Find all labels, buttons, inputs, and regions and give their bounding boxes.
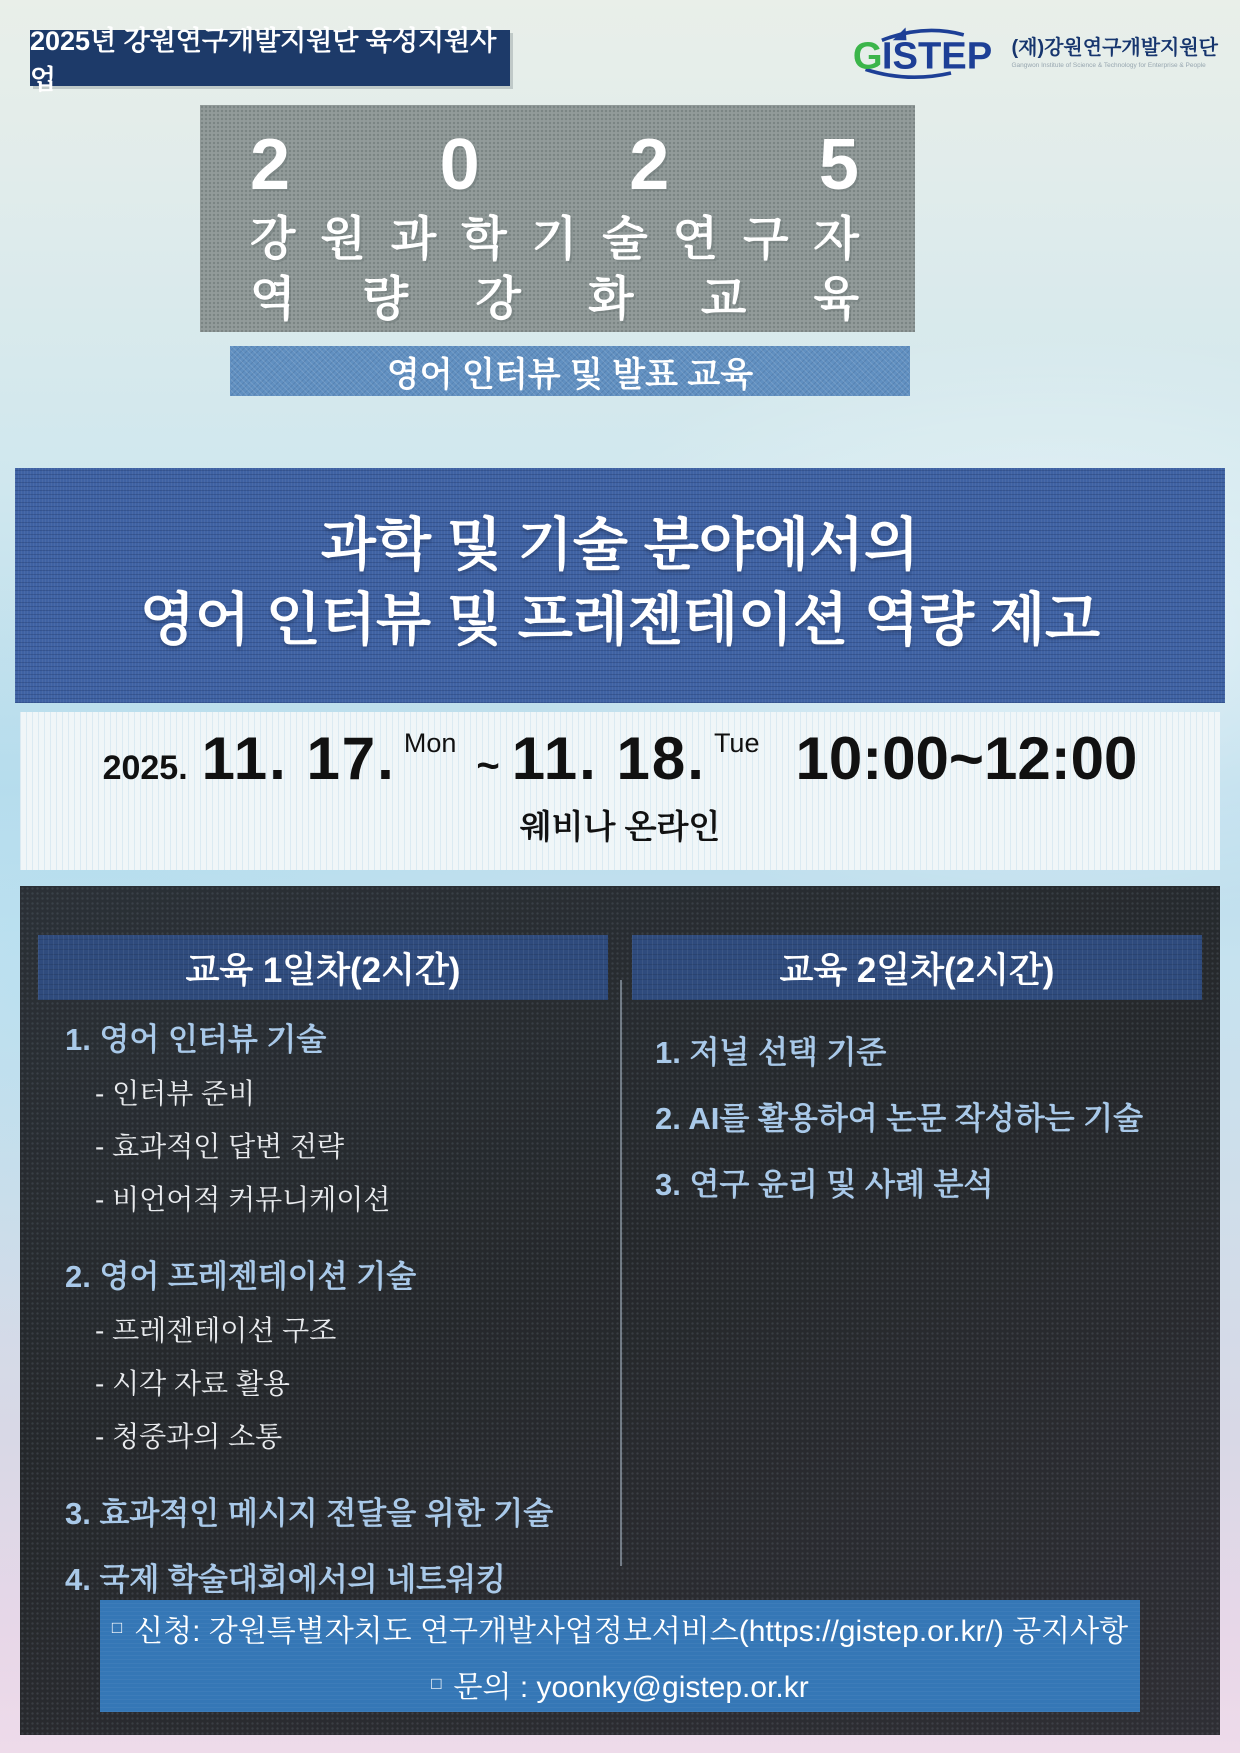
curriculum-item: - 시각 자료 활용 <box>95 1368 290 1399</box>
curriculum-item: 3. 연구 윤리 및 사례 분석 <box>655 1167 994 1202</box>
curriculum-item: 2. 영어 프레젠테이션 기술 <box>65 1259 417 1294</box>
curriculum-item: 1. 저널 선택 기준 <box>655 1035 887 1070</box>
program-tag: 2025년 강원연구개발지원단 육성지원사업 <box>30 30 510 86</box>
schedule-end-date: 11. 18. <box>511 725 706 792</box>
banner-title-line-1: 과학 및 기술 분야에서의 <box>320 512 920 577</box>
curriculum-item: 3. 효과적인 메시지 전달을 위한 기술 <box>65 1496 554 1531</box>
curriculum-item: 2. AI를 활용하여 논문 작성하는 기술 <box>655 1101 1144 1136</box>
footer-box <box>100 1600 1140 1712</box>
schedule-time: 10:00~12:00 <box>795 725 1138 792</box>
curriculum-day2-list <box>620 1006 1220 1600</box>
curriculum-item: - 인터뷰 준비 <box>95 1078 256 1109</box>
schedule-end-day: Tue <box>713 728 760 758</box>
title-year: 2 0 2 5 <box>250 125 859 205</box>
main-banner <box>15 468 1225 703</box>
contact-text: 문의 : yoonky@gistep.or.kr <box>453 1671 809 1704</box>
gistep-logo-mark <box>851 24 1001 82</box>
schedule-year: 2025. <box>102 749 188 787</box>
curriculum-item: 4. 국제 학술대회에서의 네트워킹 <box>65 1562 506 1597</box>
contact-line <box>431 1662 809 1706</box>
title-line-1: 강 원 과 학 기 술 연 구 자 <box>250 212 859 265</box>
title-block <box>200 105 915 332</box>
curriculum-day1-list <box>20 1006 620 1600</box>
title-line-2: 역 량 강 화 교 육 <box>250 272 859 325</box>
logo-letter-g: G <box>853 34 883 78</box>
curriculum-item: 1. 영어 인터뷰 기술 <box>65 1022 327 1057</box>
logo-letters-istep: ISTEP <box>882 34 993 78</box>
schedule-date <box>20 712 1220 793</box>
curriculum-item: - 프레젠테이션 구조 <box>95 1315 337 1346</box>
org-name-en: Gangwon Institute of Science & Technology for Enterprise & People <box>1011 61 1206 69</box>
curriculum-item: - 청중과의 소통 <box>95 1421 283 1452</box>
venue: 웨비나 온라인 <box>519 808 721 845</box>
schedule-box <box>20 712 1220 870</box>
schedule-separator: ~ <box>476 744 500 788</box>
day2-header: 교육 2일차(2시간) <box>632 935 1202 1000</box>
schedule-start-day: Mon <box>403 728 457 758</box>
square-bullet-icon: □ <box>431 1673 442 1693</box>
apply-text: 신청: 강원특별자치도 연구개발사업정보서비스(https://gistep.or.kr/) 공지사항 <box>134 1615 1129 1648</box>
square-bullet-icon: □ <box>111 1617 123 1637</box>
curriculum-item: - 비언어적 커뮤니케이션 <box>95 1184 391 1215</box>
org-name: (재)강원연구개발지원단 <box>1011 36 1218 59</box>
apply-line <box>112 1606 1128 1650</box>
curriculum-columns <box>20 1006 1220 1600</box>
subtitle-bar: 영어 인터뷰 및 발표 교육 <box>230 346 910 396</box>
gistep-logo <box>851 24 1218 82</box>
day1-header: 교육 1일차(2시간) <box>38 935 608 1000</box>
curriculum-panel <box>20 886 1220 1735</box>
logo-text-block <box>1011 37 1218 69</box>
schedule-start-date: 11. 17. <box>201 725 396 792</box>
curriculum-item: - 효과적인 답변 전략 <box>95 1131 345 1162</box>
banner-title-line-2: 영어 인터뷰 및 프레젠테이션 역량 제고 <box>139 587 1101 652</box>
